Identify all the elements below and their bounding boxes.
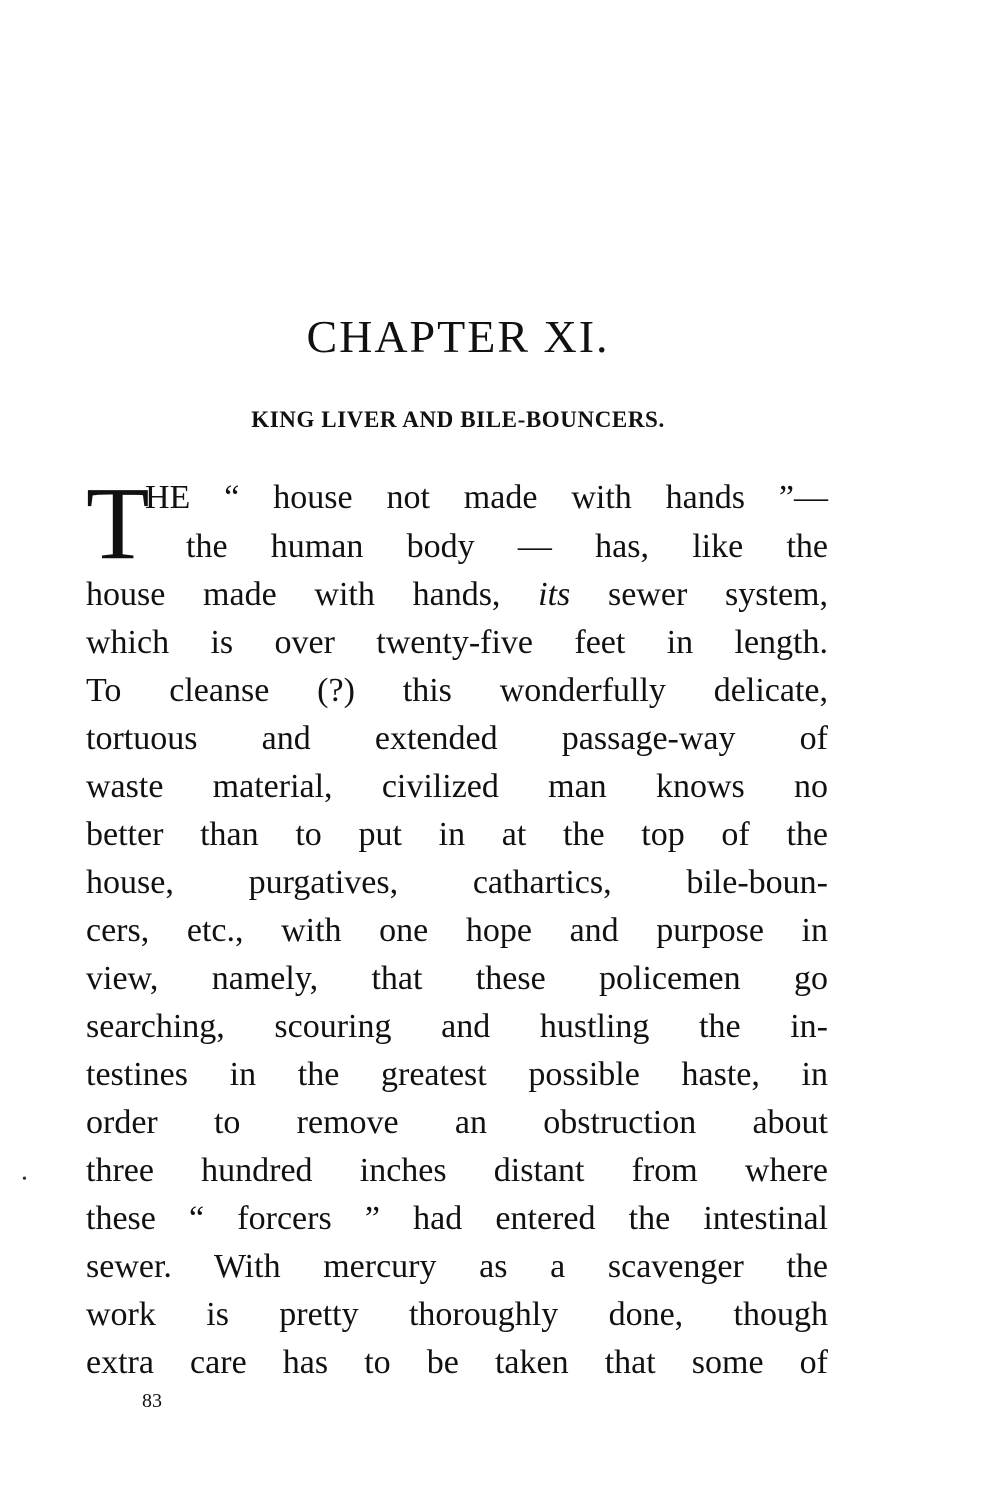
- chapter-subtitle: KING LIVER AND BILE-BOUNCERS.: [251, 407, 665, 432]
- body-line: sewer. With mercury as a scavenger the: [86, 1248, 828, 1285]
- chapter-title: CHAPTER XI.: [306, 311, 610, 362]
- body-line: searching, scouring and hustling the in-: [86, 1008, 828, 1045]
- drop-cap: T: [86, 466, 150, 581]
- body-line: tortuous and extended passage-way of: [86, 720, 828, 757]
- emphasis-its: its: [538, 576, 571, 613]
- page-number: 83: [142, 1390, 162, 1412]
- body-line: work is pretty thoroughly done, though: [86, 1296, 828, 1333]
- body-line: extra care has to be taken that some of: [86, 1344, 828, 1381]
- body-line: house, purgatives, cathartics, bile-boun-: [86, 864, 828, 901]
- body-line: HE “ house not made with hands ”—: [145, 479, 828, 516]
- body-line-part: house made with hands, its sewer system,: [86, 576, 828, 613]
- body-line: three hundred inches distant from where: [86, 1152, 828, 1189]
- body-line: To cleanse (?) this wonderfully delicate,: [86, 672, 828, 709]
- body-line: which is over twenty-five feet in length.: [86, 624, 828, 661]
- body-line: these “ forcers ” had entered the intestinal: [86, 1200, 828, 1237]
- body-line: [86, 575, 828, 615]
- body-line: order to remove an obstruction about: [86, 1104, 828, 1141]
- margin-mark-icon: •: [22, 1172, 27, 1187]
- body-line: testines in the greatest possible haste, in: [86, 1056, 828, 1093]
- body-line: better than to put in at the top of the: [86, 816, 828, 853]
- body-line: the human body — has, like the: [186, 528, 828, 565]
- body-line: cers, etc., with one hope and purpose in: [86, 912, 828, 949]
- body-line: waste material, civilized man knows no: [86, 768, 828, 805]
- body-line: view, namely, that these policemen go: [86, 960, 828, 997]
